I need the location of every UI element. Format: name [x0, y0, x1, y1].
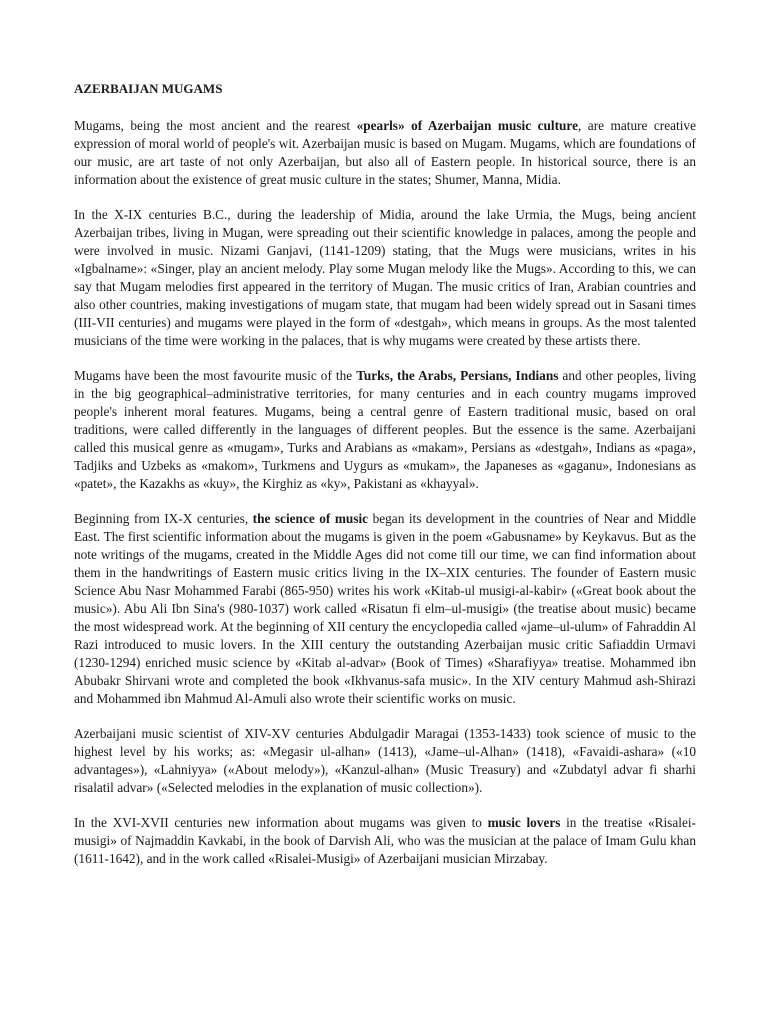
paragraph-maragai: Azerbaijani music scientist of XIV-XV centuries Abdulgadir Maragai (1353-1433) took science of music to the highest level by his works; as: «Megasir ul-alhan» (1413), «Jame–ul-Alhan» (1418), «Favaidi-ashara» («10 advantages»), «Lahniyya» («About melody»), «Kanzul-alhan» (Music Treasury) and «Zubdatyl advar fi sharhi risalatil advar» («Selected melodies in the explanation of music collection»).	[74, 726, 696, 795]
paragraph-text: , are mature creative expression of moral world of people's wit. Azerbaijan music is based on Mugam. Mugams, which are foundations of our music, are art taste of not only Azerbaijan, but also all of Eastern people. In historical source, there is an information about the existence of great music culture in the states; Shumer, Manna, Midia.	[74, 118, 696, 187]
document-title: AZERBAIJAN MUGAMS	[74, 81, 223, 96]
paragraph-text: began its development in the countries of Near and Middle East. The first scientific information about the mugams is given in the poem «Gabusname» by Keykavus. But as the note writings of the mugams, created in the Middle Ages did not come till our time, we can find information about them in the handwritings of Eastern music critics living in the IX–XIX centuries. The founder of Eastern music Science Abu Nasr Mohammed Farabi (865-950) writes his work «Kitab-ul musigi-al-kabir» («Great book about the music»). Abu Ali Ibn Sina's (980-1037) work called «Risatun fi elm–ul-musigi» (the treatise about music) became the most widespread work. At the beginning of XII century the encyclopedia called «jame–ul-ulum» of Fahraddin Al Razi introduced to music lovers. In the XIII century the outstanding Azerbaijan music critic Safiaddin Urmavi (1230-1294) enriched music science by «Kitab al-advar» (Book of Times) «Sharafiyya» treatise. Mohammed ibn Abubakr Shirvani wrote and completed the book «Ikhvanus-safa music». In the XIV century Mahmud ash-Shirazi and Mohammed ibn Mahmud Al-Amuli also wrote their scientific works on music.	[74, 511, 696, 706]
document-page	[74, 80, 696, 868]
paragraph-intro	[74, 117, 696, 189]
paragraph-text: Mugams, being the most ancient and the rearest	[74, 118, 357, 133]
bold-phrase: «pearls» of Azerbaijan music culture	[356, 118, 578, 133]
paragraph-text: Beginning from IX-X centuries,	[74, 511, 253, 526]
paragraph-xvi-xvii	[74, 814, 696, 868]
bold-phrase: music lovers	[487, 815, 561, 830]
bold-phrase: Turks, the Arabs, Persians, Indians	[356, 368, 559, 383]
paragraph-text: Mugams have been the most favourite music of the	[74, 368, 357, 383]
bold-phrase: the science of music	[252, 511, 369, 526]
paragraph-history: In the X-IX centuries B.C., during the leadership of Midia, around the lake Urmia, the Mugs, being ancient Azerbaijan tribes, living in Mugan, were spreading out their scientific knowledge in palaces, among the people and were involved in music. Nizami Ganjavi, (1141-1209) stating, that the Mugs were musicians, writes in his «Igbalname»: «Singer, play an ancient melody. Play some Mugan melody like the Mugs». According to this, we can say that Mugam melodies first appeared in the territory of Mugan. The music critics of Iran, Arabian countries and also other countries, making investigations of mugam state, that mugam had been widely spread out in Sasani times (III-VII centuries) and mugams were played in the form of «destgah», which means in groups. As the most talented musicians of the time were working in the palaces, that is why mugams were created by these artists there.	[74, 207, 696, 348]
paragraph-science	[74, 510, 696, 708]
paragraph-text: and other peoples, living in the big geographical–administrative territories, for many centuries and in each country mugams improved people's inherent moral features. Mugams, being a central genre of Eastern traditional music, based on oral traditions, were called differently in the languages of different peoples. But the essence is the same. Azerbaijani called this musical genre as «mugam», Turks and Arabians as «makam», Persians as «destgah», Indians as «paga», Tadjiks and Uzbeks as «makom», Turkmens and Uygurs as «mukam», the Japaneses as «gaganu», Indonesians as «patet», the Kazakhs as «kuy», the Kirghiz as «ky», Pakistani as «khayyal».	[74, 368, 697, 491]
paragraph-text: In the XVI-XVII centuries new information about mugams was given to	[74, 815, 488, 830]
paragraph-text: in the treatise «Risalei-musigi» of Najmaddin Kavkabi, in the book of Darvish Ali, who was the musician at the palace of Imam Gulu khan (1611-1642), and in the work called «Risalei-Musigi» of Azerbaijani musician Mirzabay.	[74, 815, 696, 866]
paragraph-peoples	[74, 367, 696, 493]
